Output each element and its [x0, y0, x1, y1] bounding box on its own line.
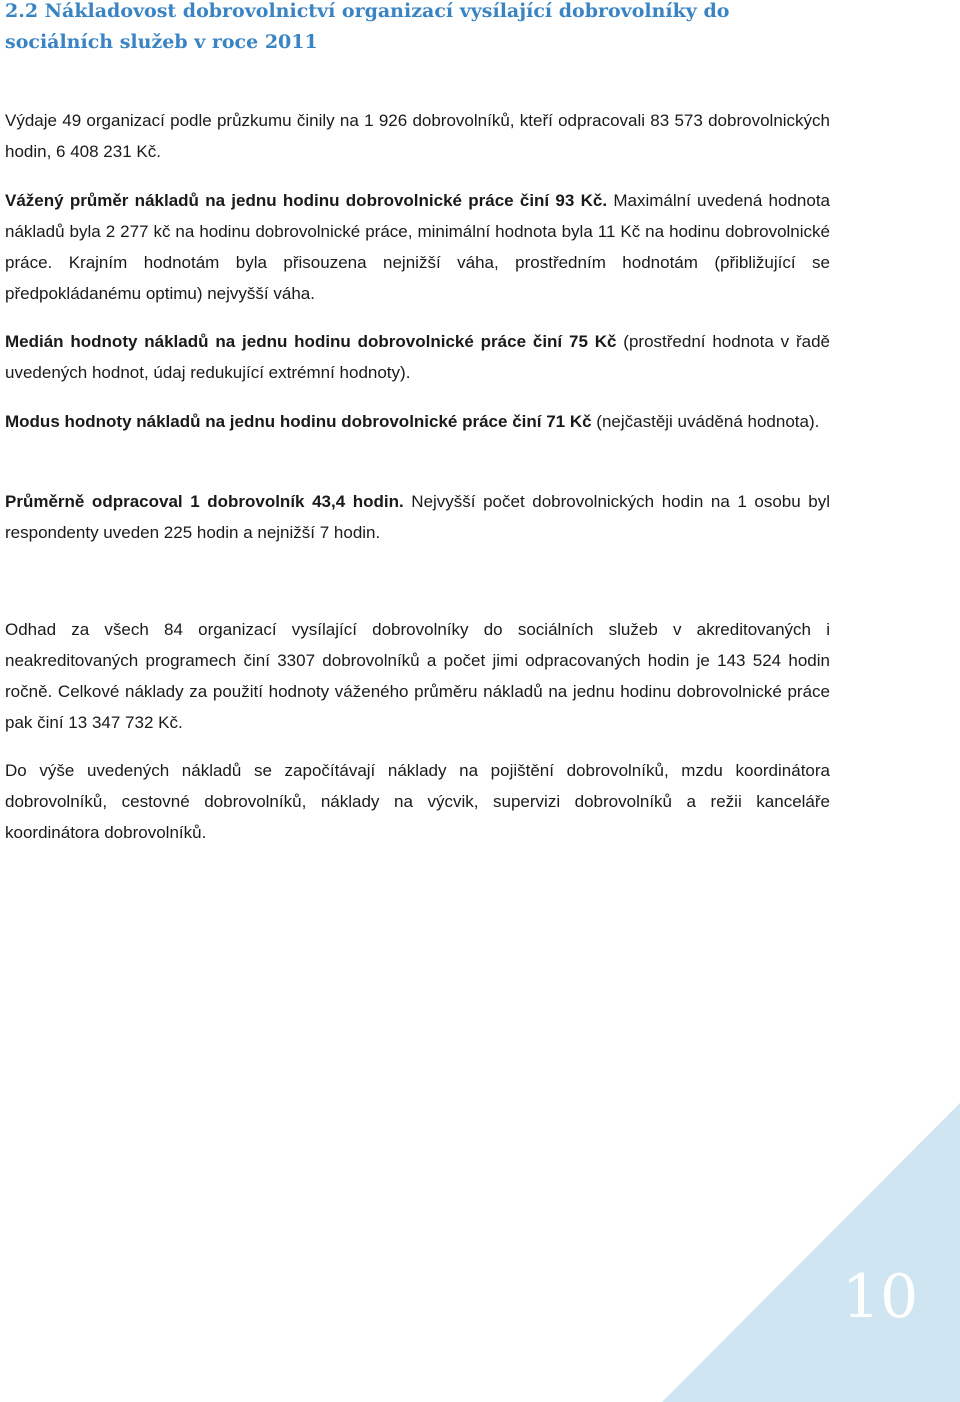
paragraph-cost-items: Do výše uvedených nákladů se započítávají náklady na pojištění dobrovolníků, mzdu koordinátora dobrovolníků, cestovné dobrovolníků, náklady na výcvik, supervizi dobrovolníků a režii kanceláře koordinátora dobrovolníků. [5, 761, 830, 842]
corner-triangle [662, 1103, 960, 1402]
section-heading: 2.2 Nákladovost dobrovolnictví organizací vysílající dobrovolníky do sociálních služeb v roce 2011 [5, 0, 730, 53]
average-hours-detail: Nejvyšší počet dobrovolnických hodin na 1 osobu byl respondenty uveden 225 hodin a nejnižší 7 hodin. [5, 492, 830, 542]
mode-statement: Modus hodnoty nákladů na jednu hodinu dobrovolnické práce činí 71 Kč [5, 412, 592, 431]
median-statement: Medián hodnoty nákladů na jednu hodinu dobrovolnické práce činí 75 Kč [5, 332, 617, 351]
page-number: 10 [842, 1262, 919, 1332]
weighted-average-detail: Maximální uvedená hodnota nákladů byla 2 277 kč na hodinu dobrovolnické práce, minimální hodnota byla 11 Kč na hodinu dobrovolnické práce. Krajním hodnotám byla přisouzena nejnižší váha, prostředním hodnotám (přibližující se předpokládanému optimu) nejvyšší váha. [5, 191, 830, 303]
paragraph-expenses: Výdaje 49 organizací podle průzkumu činily na 1 926 dobrovolníků, kteří odpracovali 83 573 dobrovolnických hodin, 6 408 231 Kč. [5, 111, 830, 161]
paragraph-estimate: Odhad za všech 84 organizací vysílající dobrovolníky do sociálních služeb v akreditovaných i neakreditovaných programech činí 3307 dobrovolníků a počet jimi odpracovaných hodin je 143 524 hodin ročně. Celkové náklady za použití hodnoty váženého průměru nákladů na jednu hodinu dobrovolnické práce pak činí 13 347 732 Kč. [5, 620, 830, 732]
average-hours-statement: Průměrně odpracoval 1 dobrovolník 43,4 hodin. [5, 492, 404, 511]
weighted-average-statement: Vážený průměr nákladů na jednu hodinu dobrovolnické práce činí 93 Kč. [5, 191, 608, 210]
median-detail: (prostřední hodnota v řadě uvedených hodnot, údaj redukující extrémní hodnoty). [5, 332, 830, 382]
mode-detail: (nejčastěji uváděná hodnota). [591, 412, 820, 431]
